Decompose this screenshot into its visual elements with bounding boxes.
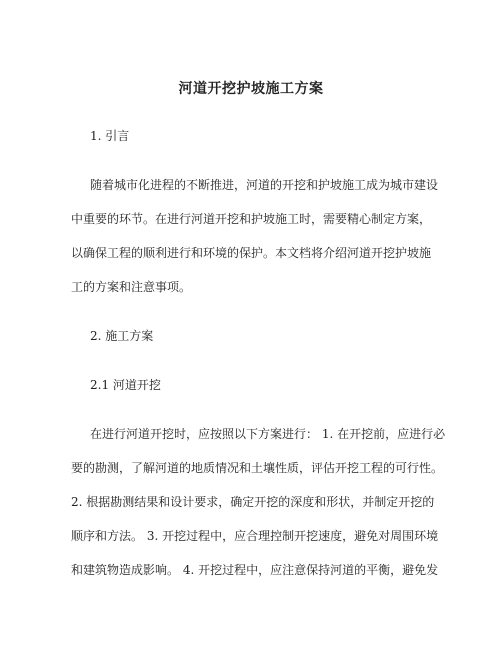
section-heading-introduction: 1. 引言 [90, 129, 130, 143]
paragraph-line: 和建筑物造成影响。 4. 开挖过程中，应注意保持河道的平衡，避免发 [71, 563, 439, 577]
paragraph-line: 在进行河道开挖时，应按照以下方案进行： 1. 在开挖前，应进行必 [90, 427, 446, 441]
paragraph-line: 以确保工程的顺利进行和环境的保护。本文档将介绍河道开挖护坡施 [71, 246, 432, 260]
paragraph-line: 工的方案和注意事项。 [71, 280, 192, 294]
document-title: 河道开挖护坡施工方案 [178, 81, 324, 97]
subsection-heading-excavation: 2.1 河道开挖 [90, 378, 161, 392]
paragraph-line: 中重要的环节。在进行河道开挖和护坡施工时，需要精心制定方案， [71, 212, 432, 226]
paragraph-line: 要的勘测，了解河道的地质情况和土壤性质，评估开挖工程的可行性。 [71, 461, 444, 475]
paragraph-line: 顺序和方法。 3. 开挖过程中，应合理控制开挖速度，避免对周围环境 [71, 529, 439, 543]
paragraph-line: 2. 根据勘测结果和设计要求，确定开挖的深度和形状，并制定开挖的 [71, 495, 435, 509]
paragraph-line: 随着城市化进程的不断推进，河道的开挖和护坡施工成为城市建设 [90, 178, 439, 192]
section-heading-construction-plan: 2. 施工方案 [90, 329, 154, 343]
